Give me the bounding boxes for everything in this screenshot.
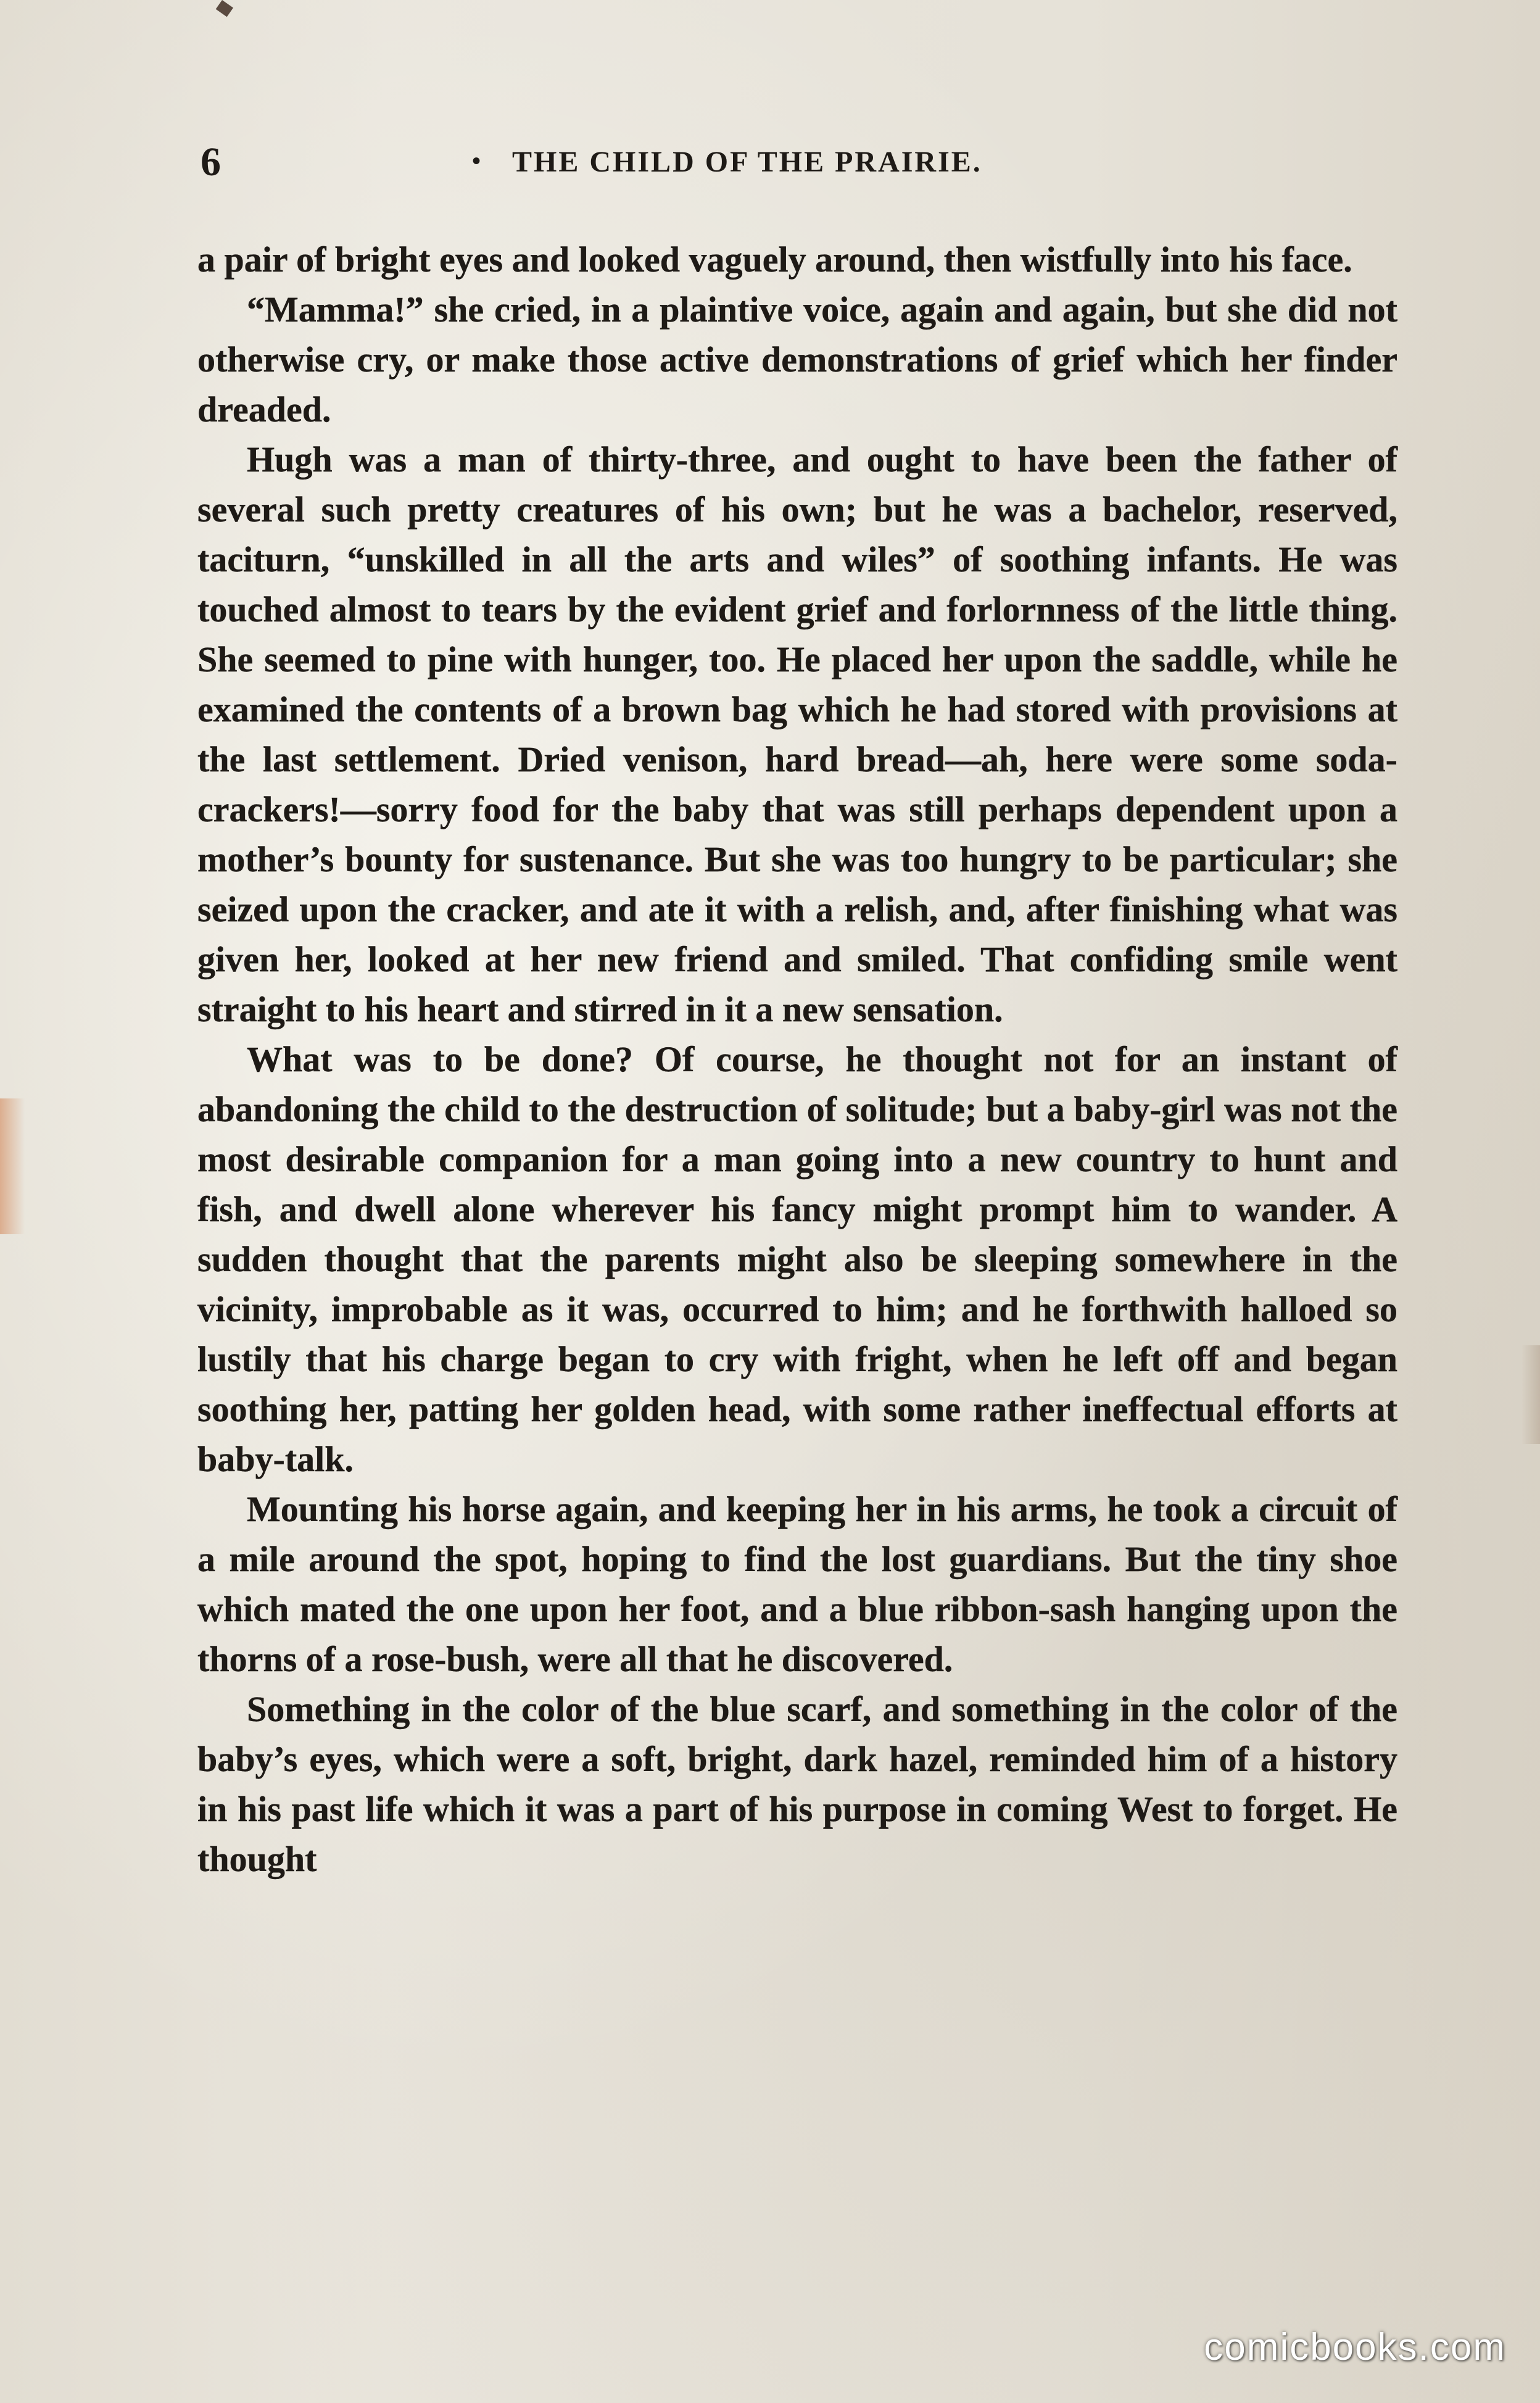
paragraph: What was to be done? Of course, he thought not for an instant of abandoning the child to the destruction of solitude; but a baby-girl was not the most desirable companion for a man going into a new country to hunt and fish, and dwell alone wherever his fancy might prompt him to wander. A sudden thought that the parents might also be sleeping somewhere in the vicinity, improbable as it was, occurred to him; and he forthwith halloed so lustily that his charge began to cry with fright, when he left off and began soothing her, patting her golden head, with some rather ineffectual efforts at baby-talk. (197, 1039, 1397, 1479)
paragraph: Mounting his horse again, and keeping her in his arms, he took a circuit of a mile around the spot, hoping to find the lost guardians. But the tiny shoe which mated the one upon her foot, and a blue ribbon-sash hanging upon the thorns of a rose-bush, were all that he discovered. (197, 1489, 1397, 1679)
header-dot: • (472, 147, 481, 175)
page-header (201, 135, 1401, 190)
watermark: comicbooks.com (1204, 2326, 1506, 2368)
page-number: 6 (201, 139, 221, 185)
ink-mark (216, 0, 233, 17)
page-stain (1521, 1345, 1540, 1444)
running-title: THE CHILD OF THE PRAIRIE. (512, 146, 982, 178)
paragraph: Hugh was a man of thirty-three, and ought to have been the father of several such pretty creatures of his own; but he was a bachelor, reserved, taciturn, “unskilled in all the arts and wiles” of soothing infants. He was touched almost to tears by the evident grief and forlornness of the little thing. She seemed to pine with hunger, too. He placed her upon the saddle, while he examined the contents of a brown bag which he had stored with provisions at the last settlement. Dried venison, hard bread—ah, here were some soda-crackers!—sorry food for the baby that was still perhaps dependent upon a mother’s bounty for sustenance. But she was too hungry to be particular; she seized upon the cracker, and ate it with a relish, and, after finishing what was given her, looked at her new friend and smiled. That confiding smile went straight to his heart and stirred in it a new sensation. (197, 439, 1397, 1029)
paragraph: “Mamma!” she cried, in a plaintive voice, again and again, but she did not otherwise cry, or make those active demonstrations of grief which her finder dreaded. (197, 289, 1397, 430)
paragraph: Something in the color of the blue scarf, and something in the color of the baby’s eyes, which were a soft, bright, dark hazel, reminded him of a history in his past life which it was a part of his purpose in coming West to forget. He thought (197, 1689, 1397, 1879)
page-stain (0, 1098, 25, 1234)
paragraph: a pair of bright eyes and looked vaguely around, then wistfully into his face. (197, 239, 1352, 280)
body-text (197, 234, 1397, 1884)
